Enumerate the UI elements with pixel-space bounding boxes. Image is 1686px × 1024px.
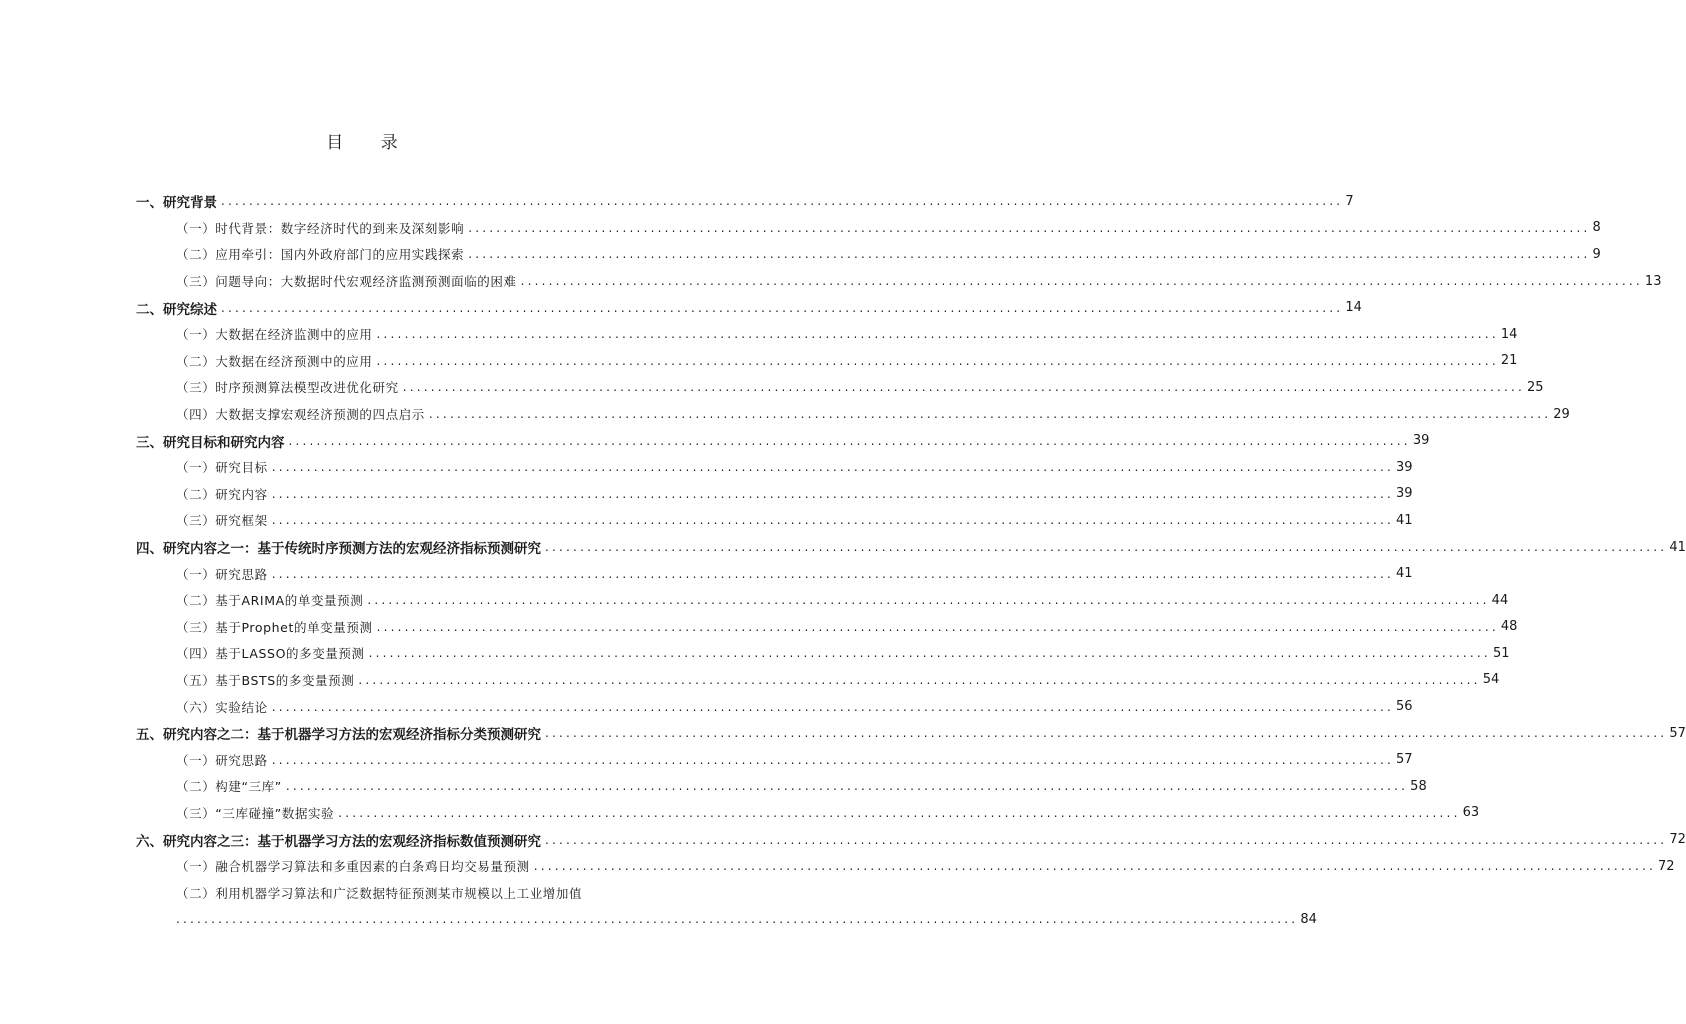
toc-section-entry[interactable] (136, 614, 1518, 641)
toc-section-entry[interactable] (136, 693, 1413, 720)
toc-entry-title: （二）研究内容 (176, 486, 268, 502)
toc-entry-title: （一）时代背景：数字经济时代的到来及深刻影响 (176, 220, 465, 236)
toc-chapter-entry[interactable] (136, 720, 1686, 747)
toc-entry-title: 二、研究综述 (136, 301, 217, 318)
toc-section-entry[interactable] (136, 507, 1413, 534)
toc-section-entry-continuation[interactable] (136, 906, 1317, 933)
toc-page-number: 72 (1669, 832, 1686, 848)
toc-leader-dots: ................................................................................................................................................................ (271, 460, 1395, 475)
toc-entry-title: 三、研究目标和研究内容 (136, 434, 285, 451)
toc-page-number: 84 (1300, 911, 1317, 927)
toc-leader-dots: ................................................................................................................................................................ (376, 619, 1499, 634)
toc-leader-dots: ................................................................................................................................................................ (271, 699, 1395, 714)
toc-section-entry[interactable] (136, 587, 1509, 614)
toc-leader-dots: ................................................................................................................................................................ (376, 353, 1499, 368)
toc-entry-title: 五、研究内容之二：基于机器学习方法的宏观经济指标分类预测研究 (136, 727, 541, 744)
toc-leader-dots: ................................................................................................................................................................ (271, 566, 1395, 581)
toc-entry-title: （二）基于ARIMA的单变量预测 (176, 593, 364, 609)
toc-page-number: 41 (1396, 566, 1413, 582)
toc-leader-dots: ................................................................................................................................................................ (368, 646, 1491, 661)
toc-section-entry[interactable] (136, 454, 1413, 481)
toc-page-number: 56 (1396, 699, 1413, 715)
toc-entry-title: （五）基于BSTS的多变量预测 (176, 672, 355, 688)
toc-leader-dots: ................................................................................................................................................................ (367, 593, 1490, 608)
toc-page-number: 25 (1527, 379, 1544, 395)
toc-page-number: 8 (1592, 220, 1601, 236)
toc-leader-dots: ................................................................................................................................................................ (533, 859, 1657, 874)
toc-page-number: 13 (1644, 273, 1662, 289)
toc-page-number: 57 (1396, 752, 1413, 768)
toc-entry-title: （三）时序预测算法模型改进优化研究 (176, 380, 399, 396)
toc-page-number: 39 (1396, 459, 1413, 475)
toc-entry-title: （三）研究框架 (176, 513, 268, 529)
toc-chapter-entry[interactable] (136, 427, 1430, 454)
toc-entry-title: （三）基于Prophet的单变量预测 (176, 619, 373, 635)
toc-entry-title: （二）大数据在经济预测中的应用 (176, 353, 373, 369)
toc-entry-title: （四）大数据支撑宏观经济预测的四点启示 (176, 407, 425, 423)
toc-chapter-entry[interactable] (136, 188, 1354, 215)
toc-section-entry[interactable] (136, 800, 1480, 827)
toc-section-entry[interactable] (136, 773, 1427, 800)
toc-leader-dots: ................................................................................................................................................................ (176, 912, 1299, 927)
toc-entry-title: （一）研究思路 (176, 566, 268, 582)
toc-entry-title: （二）构建“三库” (176, 779, 282, 795)
toc-section-entry[interactable] (136, 746, 1413, 773)
toc-page-number: 51 (1492, 645, 1510, 661)
toc-section-entry[interactable] (136, 667, 1500, 694)
toc-leader-dots: ................................................................................................................................................................ (271, 486, 1395, 501)
toc-entry-title: （四）基于LASSO的多变量预测 (176, 646, 365, 662)
toc-leader-dots: ................................................................................................................................................................ (376, 327, 1499, 342)
toc-page-number: 41 (1669, 539, 1686, 555)
toc-leader-dots: ................................................................................................................................................................ (221, 300, 1344, 315)
toc-leader-dots: ................................................................................................................................................................ (468, 247, 1591, 262)
toc-leader-dots: ................................................................................................................................................................ (288, 433, 1411, 448)
toc-section-entry-wrapped[interactable] (136, 879, 628, 906)
toc-section-entry[interactable] (136, 853, 1675, 880)
toc-entry-title: （六）实验结论 (176, 699, 268, 715)
table-of-contents (136, 188, 1686, 933)
toc-chapter-entry[interactable] (136, 826, 1686, 853)
toc-section-entry[interactable] (136, 268, 1662, 295)
toc-page-number: 14 (1345, 300, 1362, 316)
toc-page-number: 21 (1500, 353, 1518, 369)
toc-page-number: 44 (1491, 592, 1509, 608)
toc-entry-title: （一）研究思路 (176, 752, 268, 768)
toc-page-number: 54 (1482, 672, 1500, 688)
toc-chapter-entry[interactable] (136, 294, 1362, 321)
toc-section-entry[interactable] (136, 348, 1518, 375)
toc-page-number: 7 (1345, 193, 1354, 209)
toc-page-number: 72 (1658, 858, 1675, 874)
toc-leader-dots: ................................................................................................................................................................ (520, 274, 1643, 289)
toc-section-entry[interactable] (136, 560, 1413, 587)
toc-page-number: 9 (1592, 246, 1601, 262)
toc-section-entry[interactable] (136, 640, 1510, 667)
toc-section-entry[interactable] (136, 481, 1413, 508)
toc-page-number: 29 (1553, 406, 1570, 422)
toc-leader-dots: ................................................................................................................................................................ (545, 726, 1668, 741)
toc-page-number: 48 (1500, 619, 1518, 635)
toc-leader-dots: ................................................................................................................................................................ (221, 194, 1344, 209)
toc-leader-dots: ................................................................................................................................................................ (271, 752, 1395, 767)
toc-entry-title: 四、研究内容之一：基于传统时序预测方法的宏观经济指标预测研究 (136, 541, 541, 558)
toc-page-number: 39 (1412, 433, 1430, 449)
toc-page-number: 58 (1410, 778, 1427, 794)
toc-leader-dots: ................................................................................................................................................................ (285, 779, 1409, 794)
toc-section-entry[interactable] (136, 215, 1601, 242)
toc-leader-dots: ................................................................................................................................................................ (545, 540, 1668, 555)
toc-leader-dots: ................................................................................................................................................................ (402, 380, 1526, 395)
toc-leader-dots: ................................................................................................................................................................ (468, 220, 1591, 235)
toc-entry-title: （二）应用牵引：国内外政府部门的应用实践探索 (176, 247, 465, 263)
toc-entry-title: 六、研究内容之三：基于机器学习方法的宏观经济指标数值预测研究 (136, 833, 541, 850)
toc-section-entry[interactable] (136, 374, 1544, 401)
toc-section-entry[interactable] (136, 321, 1518, 348)
toc-page-number: 39 (1396, 486, 1413, 502)
toc-entry-title: （三）“三库碰撞”数据实验 (176, 805, 335, 821)
toc-leader-dots: ................................................................................................................................................................ (358, 672, 1481, 687)
toc-page-number: 41 (1396, 512, 1413, 528)
toc-chapter-entry[interactable] (136, 534, 1686, 561)
toc-entry-title: （二）利用机器学习算法和广泛数据特征预测某市规模以上工业增加值 (176, 885, 583, 901)
toc-leader-dots: ................................................................................................................................................................ (271, 513, 1395, 528)
toc-entry-title: （三）问题导向：大数据时代宏观经济监测预测面临的困难 (176, 274, 517, 290)
toc-section-entry[interactable] (136, 241, 1601, 268)
toc-leader-dots: ................................................................................................................................................................ (338, 805, 1461, 820)
toc-entry-title: （一）研究目标 (176, 460, 268, 476)
toc-page-number: 57 (1669, 725, 1686, 741)
toc-leader-dots: ................................................................................................................................................................ (545, 832, 1668, 847)
toc-page-number: 63 (1462, 805, 1480, 821)
toc-entry-title: 一、研究背景 (136, 195, 217, 212)
toc-section-entry[interactable] (136, 401, 1570, 428)
toc-leader-dots: ................................................................................................................................................................ (428, 407, 1552, 422)
toc-title: 目 录 (326, 133, 414, 153)
toc-entry-title: （一）融合机器学习算法和多重因素的白条鸡日均交易量预测 (176, 859, 530, 875)
toc-entry-title: （一）大数据在经济监测中的应用 (176, 327, 373, 343)
toc-page-number: 14 (1500, 326, 1518, 342)
